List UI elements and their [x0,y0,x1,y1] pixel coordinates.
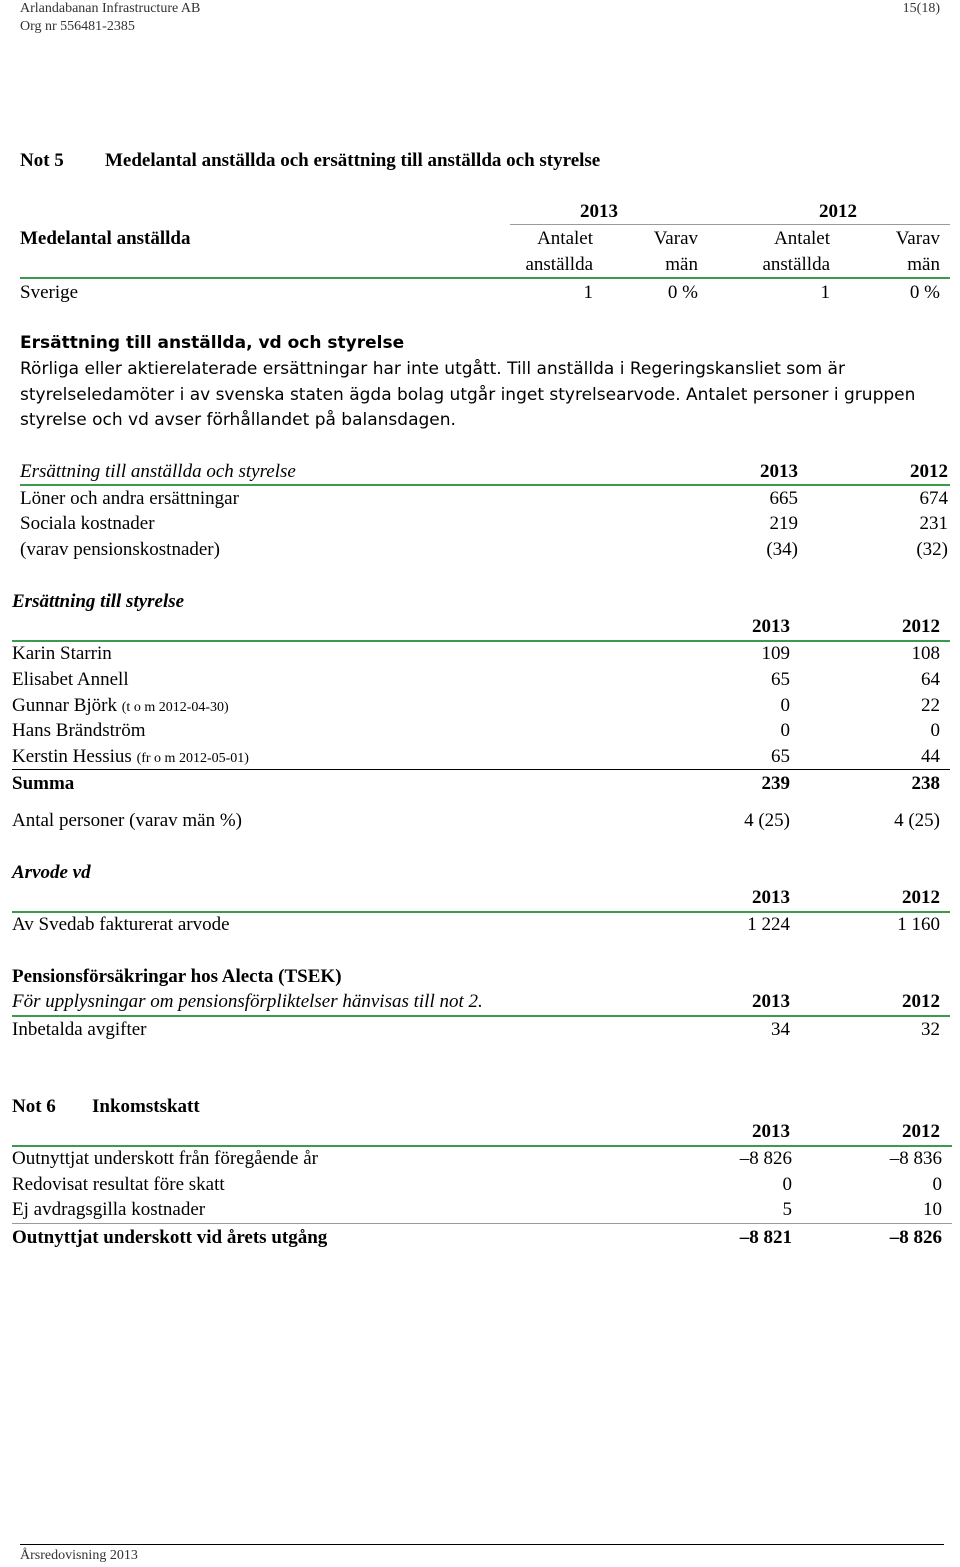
emp-year-2013: 2013 [580,201,618,222]
board-row [12,745,249,771]
ceo-row-v1: 1 224 [747,914,790,935]
ceo-row-v2: 1 160 [897,914,940,935]
board-row-label: Elisabet Annell [12,669,129,690]
pension-title: Pensionsförsäkringar hos Alecta (TSEK) [12,966,342,987]
staff-row-v1: 665 [769,488,798,509]
tax-total-rule [12,1223,952,1224]
note5-label: Not 5 [20,150,64,171]
board-row-label: Karin Starrin [12,643,112,664]
board-row-v1: 109 [761,643,790,664]
board-row-v2: 44 [921,746,940,767]
emp-row-label: Sverige [20,282,79,303]
emp-header-rule [20,277,950,279]
staff-year-2012: 2012 [910,461,948,482]
ceo-row-label: Av Svedab fakturerat arvode [12,914,230,935]
pension-year-2012: 2012 [902,991,940,1012]
comp-line-1 [20,356,845,382]
staff-row-v2: 674 [919,488,948,509]
staff-row-label: Löner och andra ersättningar [20,488,239,509]
tax-row-v1: –8 826 [739,1148,792,1169]
board-row-v1: 0 [780,720,790,741]
ceo-title: Arvode vd [12,862,91,883]
pension-year-2013: 2013 [752,991,790,1012]
board-sum-rule [12,769,950,770]
tax-total-label: Outnyttjat underskott vid årets utgång [12,1227,328,1248]
board-count-v1: 4 (25) [744,810,790,831]
board-row-v2: 22 [921,695,940,716]
emp-row-v2: 0 % [667,282,698,303]
board-row-label: Gunnar Björk [12,695,118,716]
board-row-v1: 65 [771,669,790,690]
staff-header-rule [20,484,950,486]
board-count-label: Antal personer (varav män %) [12,810,243,831]
staff-table-title: Ersättning till anställda och styrelse [20,461,296,482]
board-row-label: Hans Brändström [12,720,146,741]
board-row [12,668,129,692]
org-number: Org nr 556481-2385 [20,19,135,34]
tax-row-v2: 10 [923,1199,942,1220]
board-row-v1: 65 [771,746,790,767]
emp-col-a1-2012: Antalet [774,228,830,249]
board-row-v2: 64 [921,669,940,690]
footer-text: Årsredovisning 2013 [20,1548,138,1563]
emp-col-a2-2013: anställda [525,254,593,275]
pension-row-v2: 32 [921,1019,940,1040]
tax-row-label: Ej avdragsgilla kostnader [12,1199,206,1220]
staff-row-label: (varav pensionskostnader) [20,539,220,560]
tax-row-v1: 5 [782,1199,792,1220]
board-row [12,694,229,720]
emp-col-a1-2013: Antalet [537,228,593,249]
staff-row-v1: (34) [766,539,798,560]
board-row-v2: 0 [930,720,940,741]
tax-total-v1: –8 821 [739,1227,792,1248]
tax-total-v2: –8 826 [889,1227,942,1248]
ceo-year-2013: 2013 [752,887,790,908]
emp-row-v4: 0 % [909,282,940,303]
emp-row-v3: 1 [820,282,830,303]
pension-subtitle: För upplysningar om pensionsförpliktelser hänvisas till not 2. [12,991,483,1012]
comp-line-3: styrelse och vd avser förhållandet på balansdagen. [20,410,456,430]
tax-row-v2: 0 [932,1174,942,1195]
board-sum-label: Summa [12,773,75,794]
company-name: Arlandabanan Infrastructure AB [20,1,201,16]
ceo-year-2012: 2012 [902,887,940,908]
comp-line-1a: Rörliga eller aktierelaterade ersättningar har inte utgått. [20,359,502,379]
staff-row-v2: 231 [919,513,948,534]
comp-line-1b: Till anställda i Regeringskansliet som är [501,359,845,379]
pension-header-rule [12,1015,950,1017]
note6-label: Not 6 [12,1096,56,1117]
board-sum-v1: 239 [761,773,790,794]
board-row [12,642,112,666]
comp-line-2a: styrelseledamöter i av svenska staten ägda bolag utgår inget styrelsearvode. [20,385,681,405]
board-year-2013: 2013 [752,616,790,637]
staff-row-label: Sociala kostnader [20,513,155,534]
board-row-note: (t o m 2012-04-30) [121,700,229,715]
note6-title: Inkomstskatt [92,1096,200,1117]
tax-row-v2: –8 836 [889,1148,942,1169]
tax-row-label: Outnyttjat underskott från föregående år [12,1148,318,1169]
staff-row-v2: (32) [916,539,948,560]
board-row-note: (fr o m 2012-05-01) [136,751,249,766]
comp-title: Ersättning till anställda, vd och styrelse [20,333,405,353]
pension-row-label: Inbetalda avgifter [12,1019,147,1040]
tax-row-label: Redovisat resultat före skatt [12,1174,225,1195]
board-row-v1: 0 [780,695,790,716]
board-row-label: Kerstin Hessius [12,746,132,767]
note5-title: Medelantal anställda och ersättning till anställda och styrelse [105,150,601,171]
board-header-rule [12,640,950,642]
board-count-v2: 4 (25) [894,810,940,831]
comp-line-2b: Antalet personer i gruppen [680,385,916,405]
board-row-v2: 108 [911,643,940,664]
emp-year-divider [510,224,950,225]
emp-row-v1: 1 [583,282,593,303]
emp-col-a2-2012: anställda [762,254,830,275]
comp-line-2 [20,382,915,408]
emp-year-2012: 2012 [819,201,857,222]
tax-row-v1: 0 [782,1174,792,1195]
emp-col-b2-2012: män [907,254,940,275]
board-sum-v2: 238 [911,773,940,794]
emp-col-b1-2013: Varav [653,228,698,249]
emp-col-b1-2012: Varav [895,228,940,249]
pension-row-v1: 34 [771,1019,790,1040]
emp-col-b2-2013: män [665,254,698,275]
tax-year-2013: 2013 [752,1121,790,1142]
emp-table-title: Medelantal anställda [20,228,191,249]
page-number: 15(18) [902,1,940,16]
board-row [12,719,146,743]
board-title: Ersättning till styrelse [12,591,185,612]
staff-year-2013: 2013 [760,461,798,482]
staff-row-v1: 219 [769,513,798,534]
footer-rule [20,1544,944,1545]
tax-year-2012: 2012 [902,1121,940,1142]
board-year-2012: 2012 [902,616,940,637]
